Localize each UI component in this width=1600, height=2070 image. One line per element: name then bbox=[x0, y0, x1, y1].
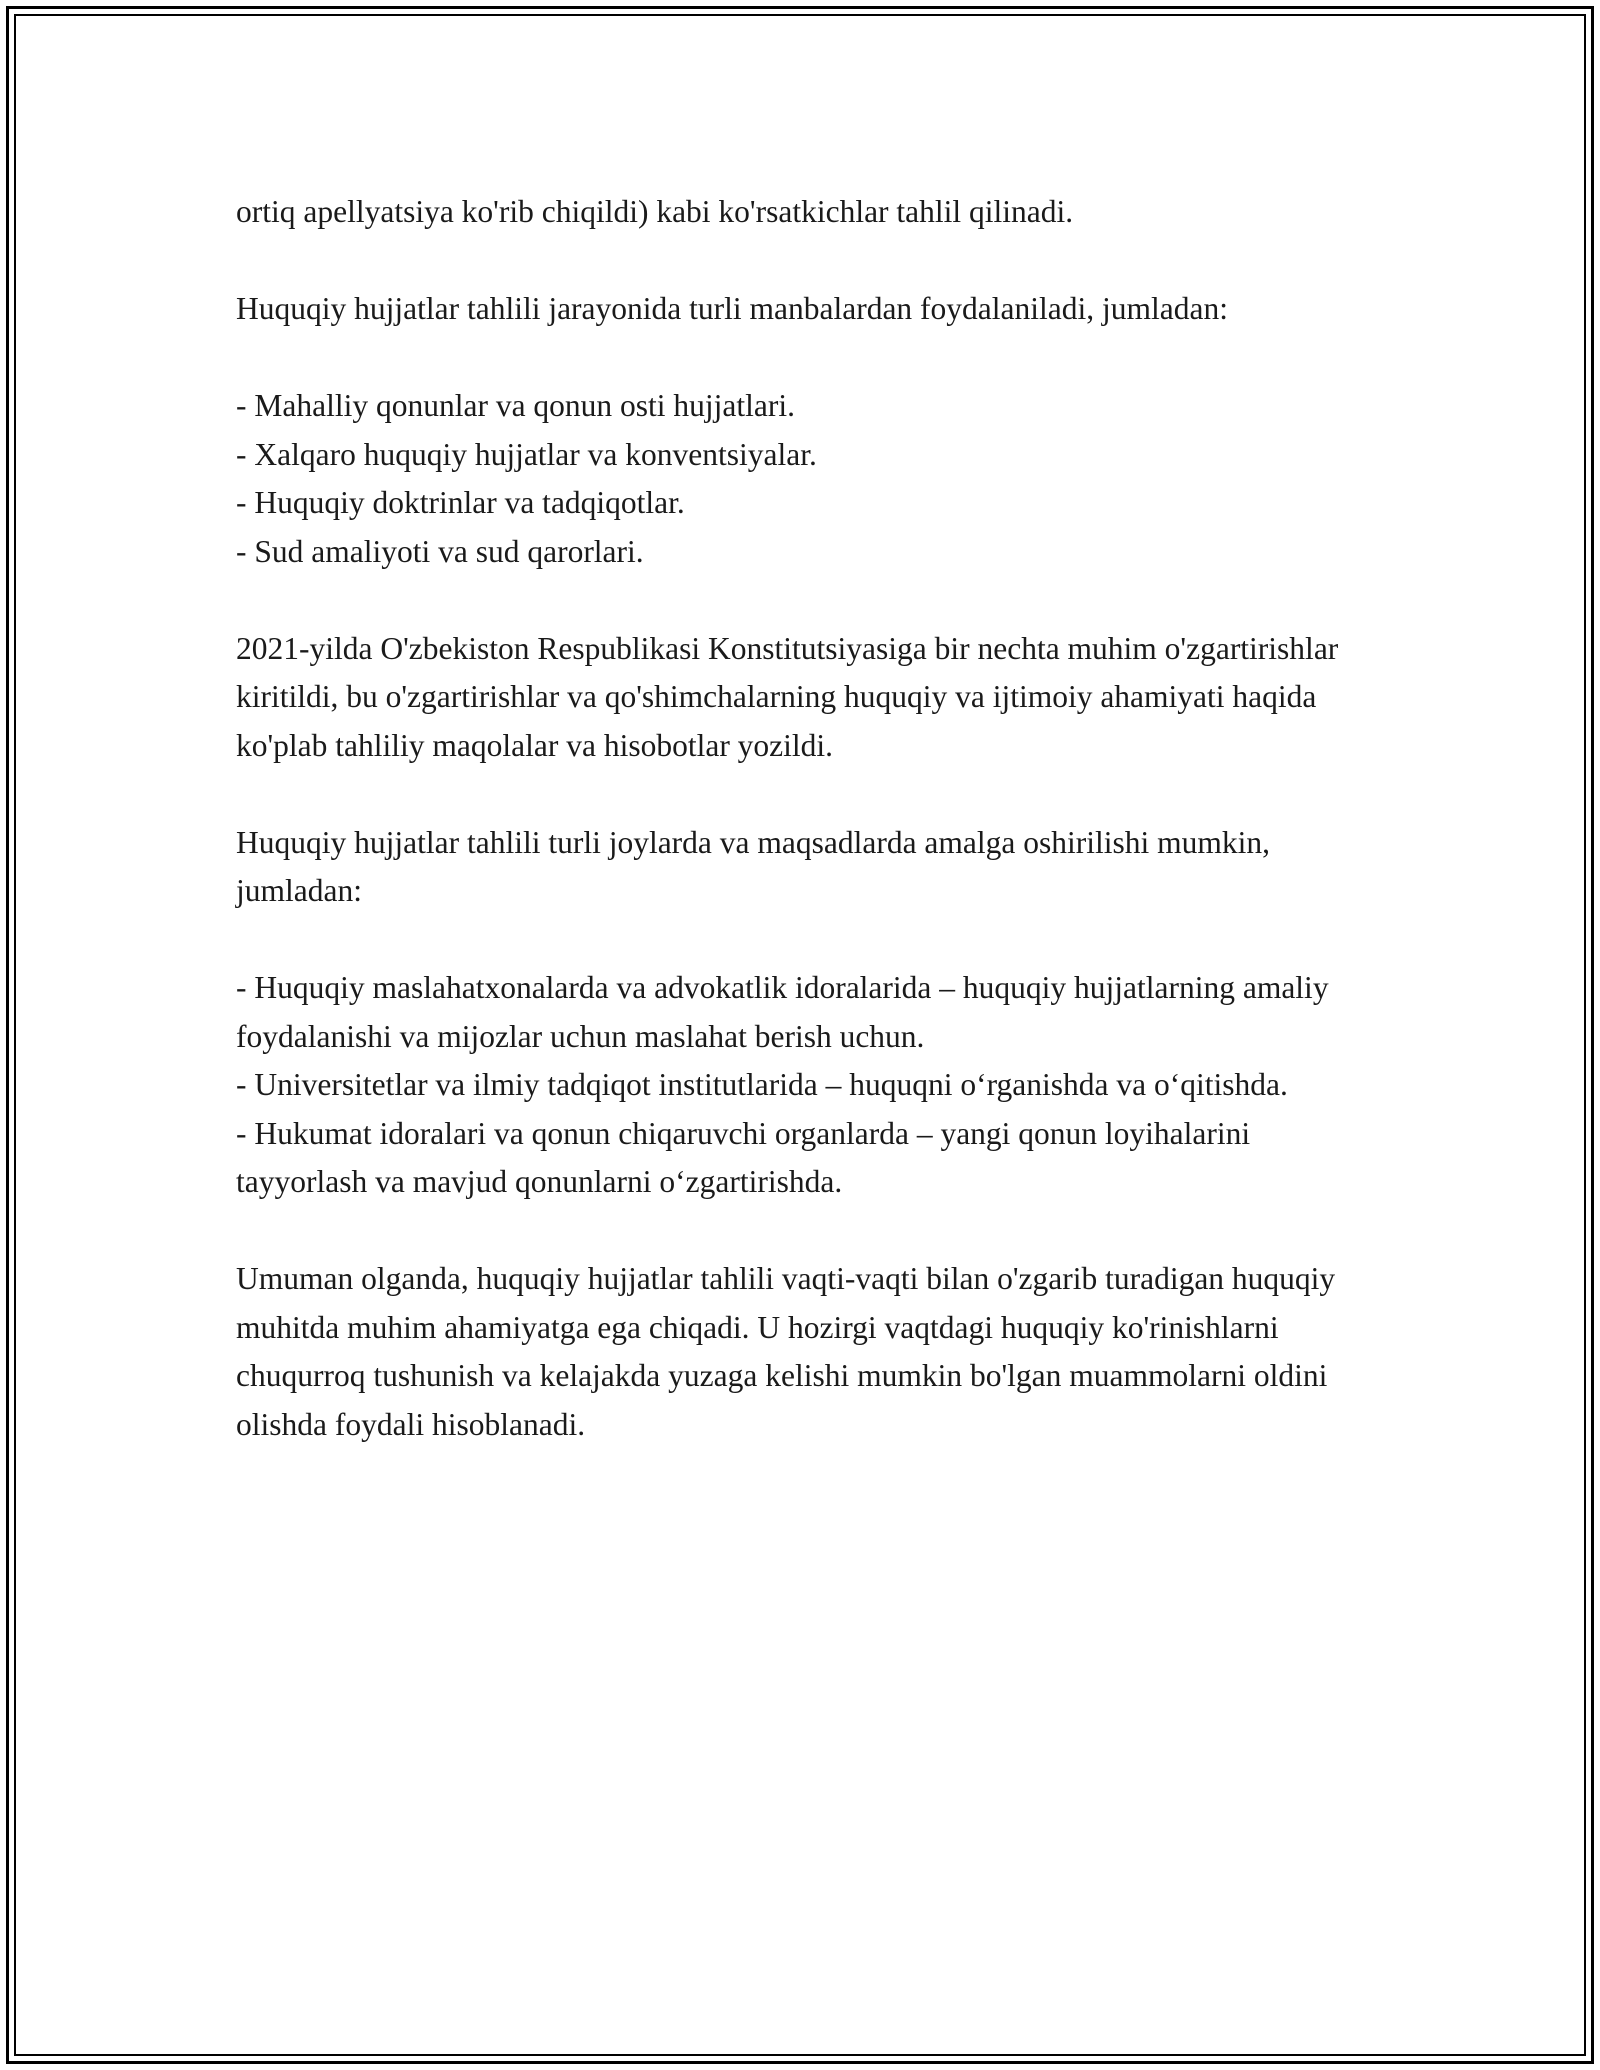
list-item: - Universitetlar va ilmiy tadqiqot institutlarida – huquqni o‘rganishda va o‘qitishda. bbox=[236, 1067, 1288, 1102]
list-item: - Mahalliy qonunlar va qonun osti hujjatlari. bbox=[236, 388, 796, 423]
list-item: - Xalqaro huquqiy hujjatlar va konventsiyalar. bbox=[236, 436, 817, 472]
paragraph-sources-intro: Huquqiy hujjatlar tahlili jarayonida turli manbalardan foydalaniladi, jumladan: bbox=[236, 291, 1228, 326]
document-body bbox=[236, 188, 1366, 1498]
paragraph-places-intro: Huquqiy hujjatlar tahlili turli joylarda va maqsadlarda amalga oshirilishi mumkin, jumladan: bbox=[236, 824, 1271, 908]
list-item: - Sud amaliyoti va sud qarorlari. bbox=[236, 533, 644, 569]
paragraph-conclusion: Umuman olganda, huquqiy hujjatlar tahlili vaqti-vaqti bilan o'zgarib turadigan huquqiy muhitda muhim ahamiyatga ega chiqadi. U hozirgi vaqtdagi huquqiy ko'rinishlarni chuqurroq tushunish va kelajakda yuzaga kelishi mumkin bo'lgan muammolarni oldini olishda foydali hisoblanadi. bbox=[236, 1261, 1336, 1442]
list-item: - Huquqiy doktrinlar va tadqiqotlar. bbox=[236, 485, 685, 520]
list-item: - Huquqiy maslahatxonalarda va advokatlik idoralarida – huquqiy hujjatlarning amaliy foydalanishi va mijozlar uchun maslahat berish uchun. bbox=[236, 970, 1329, 1054]
sources-list bbox=[236, 382, 1366, 576]
paragraph-constitution: 2021-yilda O'zbekiston Respublikasi Konstitutsiyasiga bir nechta muhim o'zgartirishlar kiritildi, bu o'zgartirishlar va qo'shimchalarning huquqiy va ijtimoiy ahamiyati haqida ko'plab tahliliy maqolalar va hisobotlar yozildi. bbox=[236, 630, 1339, 763]
places-list bbox=[236, 964, 1366, 1207]
list-item: - Hukumat idoralari va qonun chiqaruvchi organlarda – yangi qonun loyihalarini tayyorlash va mavjud qonunlarni o‘zgartirishda. bbox=[236, 1115, 1251, 1199]
paragraph-continuation: ortiq apellyatsiya ko'rib chiqildi) kabi ko'rsatkichlar tahlil qilinadi. bbox=[236, 194, 1074, 229]
